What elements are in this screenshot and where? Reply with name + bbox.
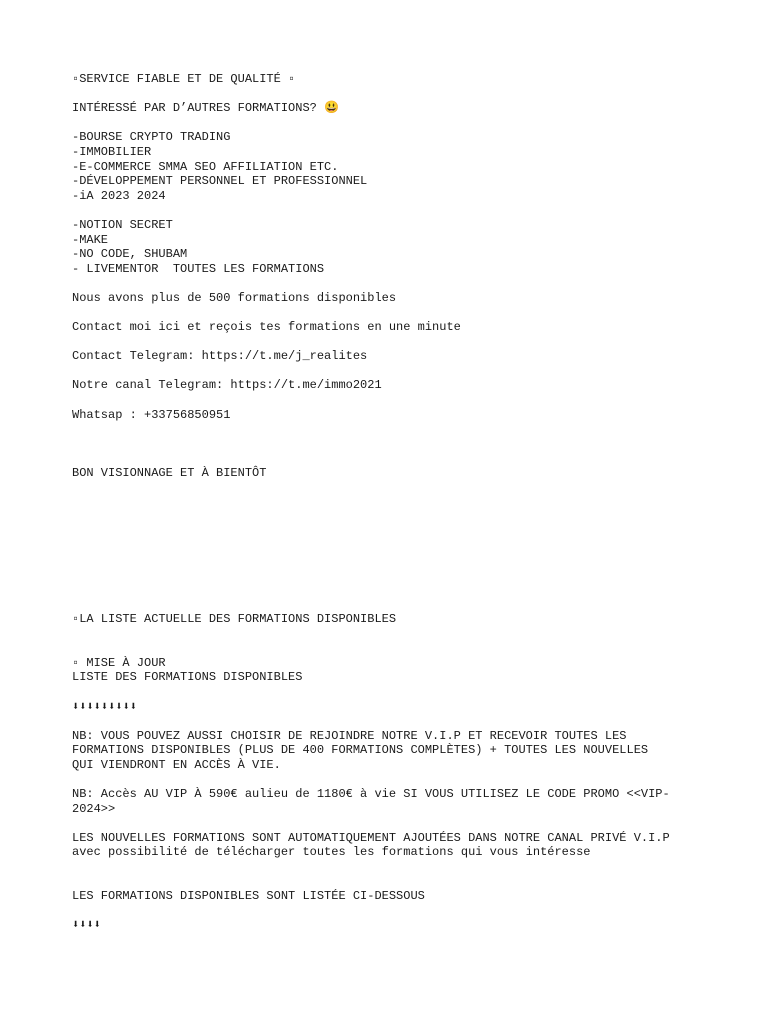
blank-line (72, 437, 702, 452)
blank-line (72, 495, 702, 510)
list-item-immobilier: -IMMOBILIER (72, 144, 152, 159)
blank-line (72, 597, 702, 612)
line-nb-vip-1: NB: VOUS POUVEZ AUSSI CHOISIR DE REJOINDRE NOTRE V.I.P ET RECEVOIR TOUTES LES (72, 728, 627, 743)
blank-line (72, 451, 702, 466)
list-item-make: -MAKE (72, 232, 109, 247)
line-whatsapp: Whatsap : +33756850951 (72, 407, 231, 422)
blank-line (72, 203, 702, 218)
line-nb-price-1: NB: Accès AU VIP À 590€ aulieu de 1180€ à vie SI VOUS UTILISEZ LE CODE PROMO <<VIP- (72, 787, 670, 802)
blank-line (72, 714, 702, 729)
blank-line (72, 276, 702, 291)
blank-line (72, 627, 702, 642)
list-item-bourse: -BOURSE CRYPTO TRADING (72, 130, 231, 145)
list-item-ecommerce: -E-COMMERCE SMMA SEO AFFILIATION ETC. (72, 159, 339, 174)
blank-line (72, 116, 702, 131)
line-nb-vip-3: QUI VIENDRONT EN ACCÈS À VIE. (72, 757, 281, 772)
line-contact-invite: Contact moi ici et reçois tes formations en une minute (72, 320, 461, 335)
line-formations-count: Nous avons plus de 500 formations disponibles (72, 290, 397, 305)
line-nb-vip-2: FORMATIONS DISPONIBLES (PLUS DE 400 FORMATIONS COMPLÈTES) + TOUTES LES NOUVELLES (72, 743, 649, 758)
blank-line (72, 685, 702, 700)
blank-line (72, 816, 702, 831)
blank-line (72, 306, 702, 321)
line-nouvelles-1: LES NOUVELLES FORMATIONS SONT AUTOMATIQUEMENT AJOUTÉES DANS NOTRE CANAL PRIVÉ V.I.P (72, 830, 670, 845)
blank-line (72, 568, 702, 583)
line-nouvelles-2: avec possibilité de télécharger toutes les formations qui vous intéresse (72, 845, 591, 860)
blank-line (72, 422, 702, 437)
line-nb-price-2: 2024>> (72, 801, 116, 816)
document-body (72, 72, 702, 933)
blank-line (72, 87, 702, 102)
line-contact-telegram: Contact Telegram: https://t.me/j_realites (72, 349, 368, 364)
line-liste-formations: LISTE DES FORMATIONS DISPONIBLES (72, 670, 303, 685)
down-arrows-icon: ⬇⬇⬇⬇ (72, 918, 101, 933)
blank-line (72, 554, 702, 569)
blank-line (72, 773, 702, 788)
blank-line (72, 875, 702, 890)
blank-line (72, 539, 702, 554)
blank-line (72, 904, 702, 919)
list-item-ia: -iA 2023 2024 (72, 188, 166, 203)
down-arrows-icon: ⬇⬇⬇⬇⬇⬇⬇⬇⬇ (72, 699, 138, 714)
blank-line (72, 524, 702, 539)
line-interested: INTÉRESSÉ PAR D’AUTRES FORMATIONS? 😃 (72, 101, 339, 116)
blank-line (72, 393, 702, 408)
blank-line (72, 481, 702, 496)
line-liste-actuelle: ▫LA LISTE ACTUELLE DES FORMATIONS DISPONIBLES (72, 611, 397, 626)
blank-line (72, 510, 702, 525)
list-item-livementor: - LIVEMENTOR TOUTES LES FORMATIONS (72, 261, 325, 276)
blank-line (72, 860, 702, 875)
list-item-developpement: -DÉVELOPPEMENT PERSONNEL ET PROFESSIONNEL (72, 174, 368, 189)
line-formations-listees: LES FORMATIONS DISPONIBLES SONT LISTÉE CI-DESSOUS (72, 889, 425, 904)
line-mise-a-jour: ▫ MISE À JOUR (72, 655, 166, 670)
blank-line (72, 364, 702, 379)
blank-line (72, 641, 702, 656)
line-canal-telegram: Notre canal Telegram: https://t.me/immo2021 (72, 378, 382, 393)
list-item-no-code: -NO CODE, SHUBAM (72, 247, 188, 262)
line-bon-visionnage: BON VISIONNAGE ET À BIENTÔT (72, 466, 267, 481)
list-item-notion: -NOTION SECRET (72, 217, 173, 232)
blank-line (72, 583, 702, 598)
blank-line (72, 335, 702, 350)
line-header-service: ▫SERVICE FIABLE ET DE QUALITÉ ▫ (72, 72, 296, 86)
